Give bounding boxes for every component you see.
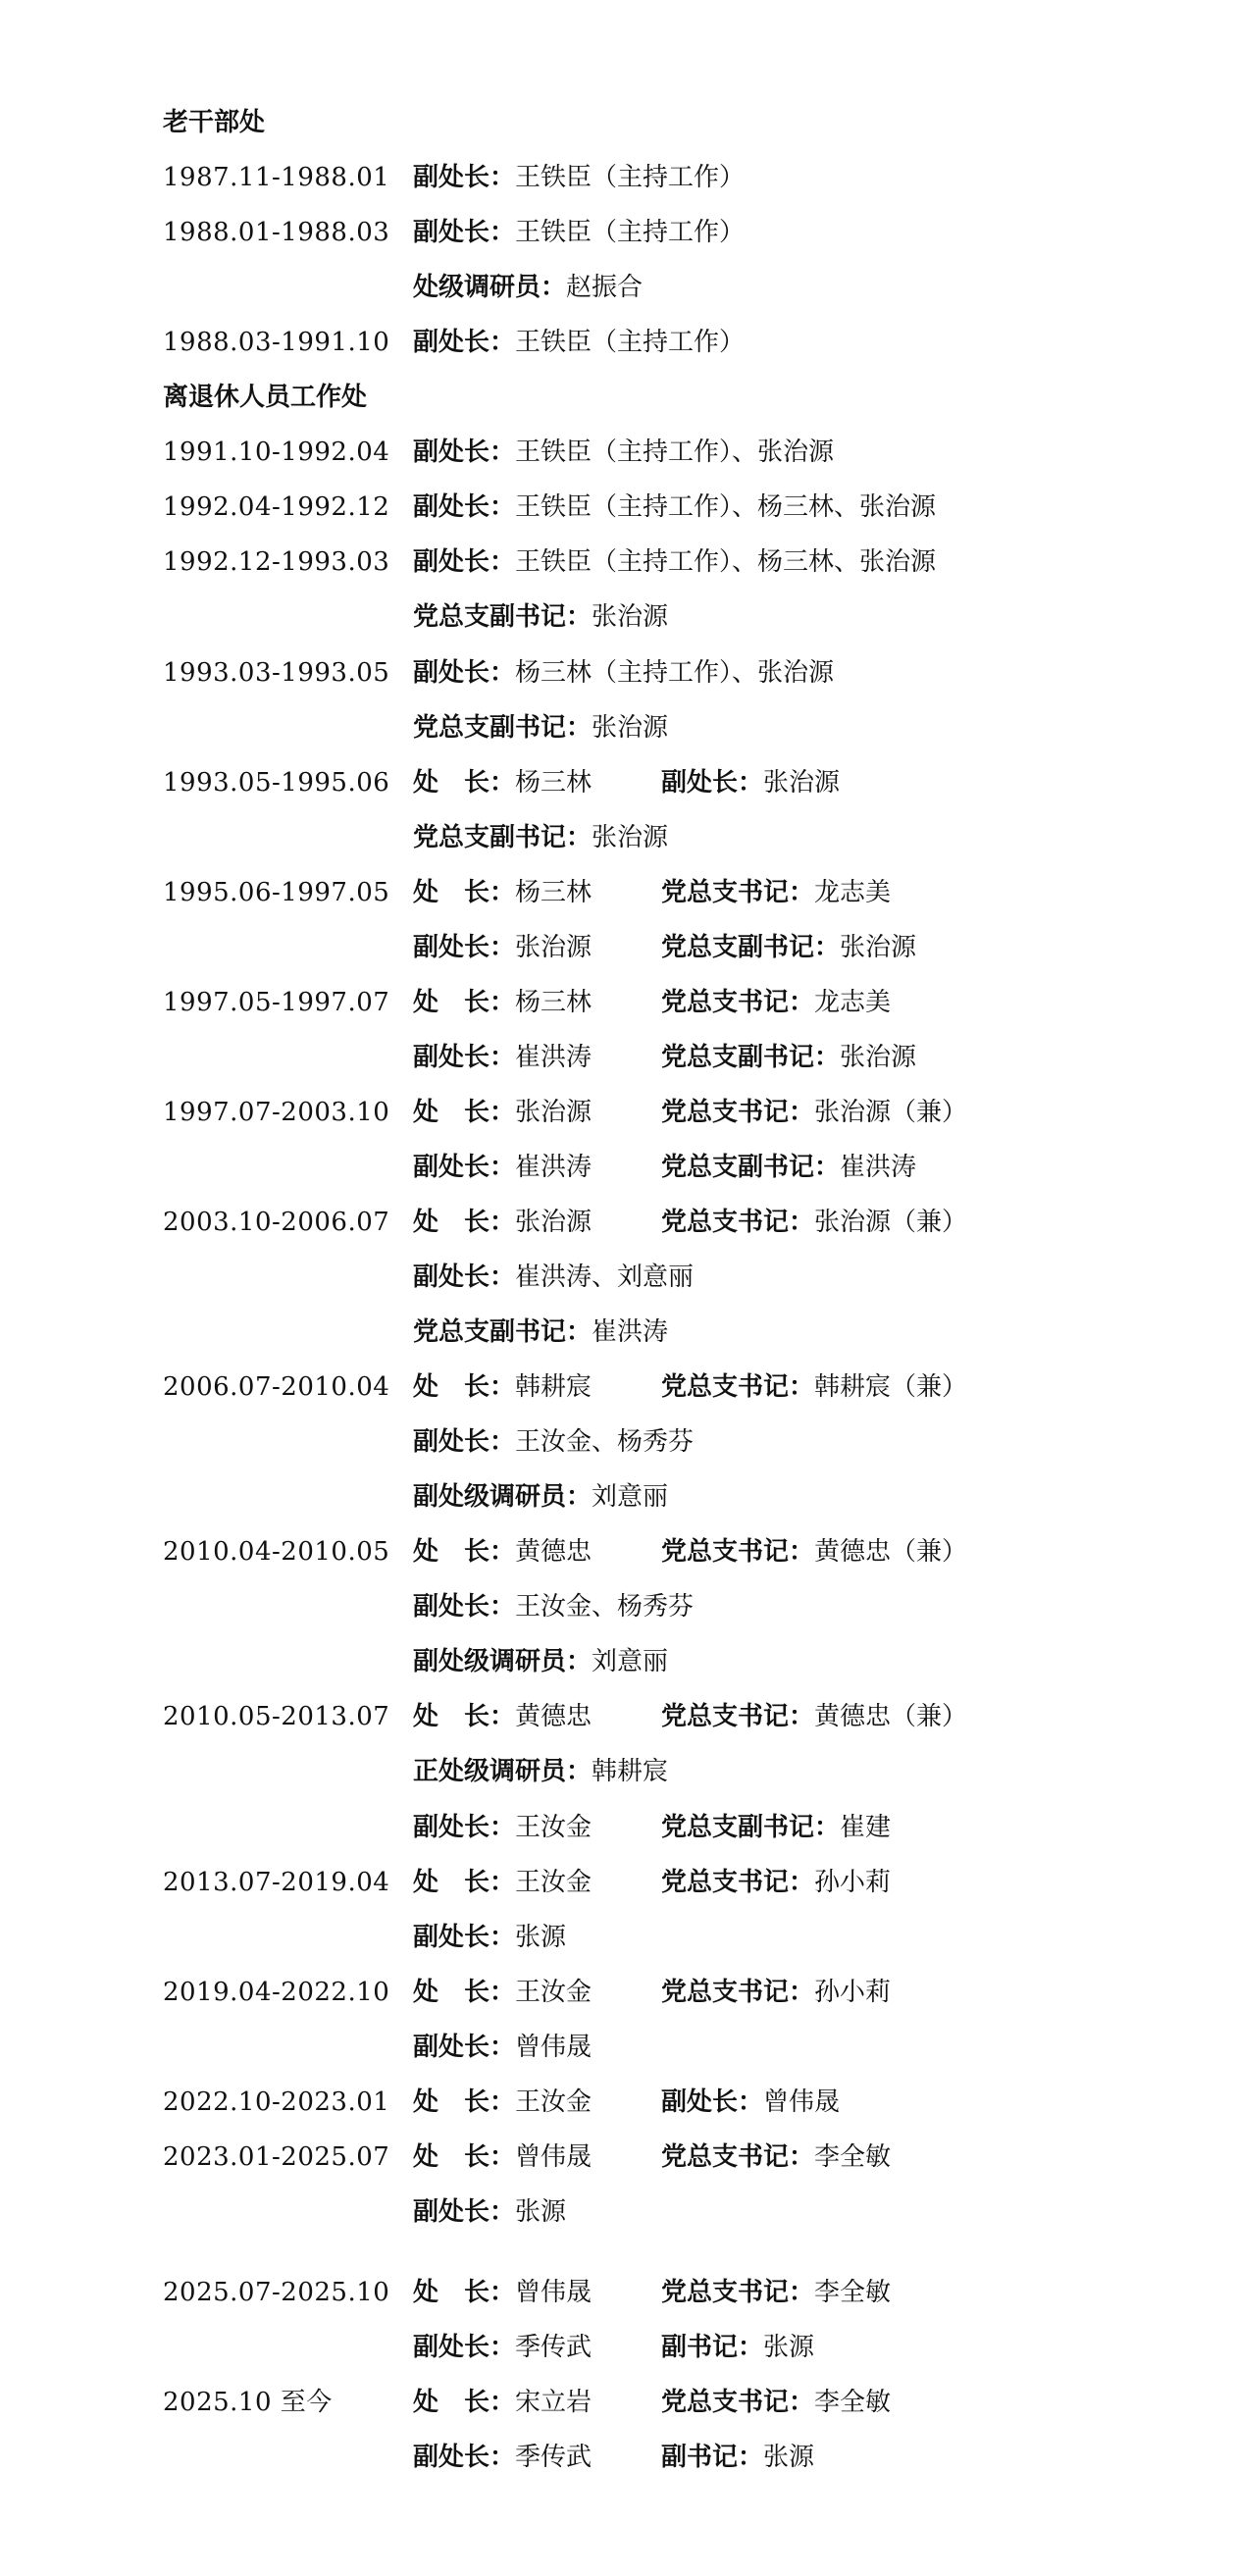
position-entry [413, 1642, 668, 1681]
entry-continuation-row [0, 1038, 1236, 1077]
person-name: 季传武 [515, 2333, 592, 2362]
entry-continuation-row [0, 2028, 1236, 2067]
position-entry [413, 433, 834, 472]
person-name: 崔洪涛 [515, 1153, 592, 1182]
person-name: 崔洪涛 [515, 1043, 592, 1072]
term-period: 2013.07-2019.04 [163, 1868, 390, 1897]
entry-row [0, 983, 1236, 1022]
person-name: 王铁臣（主持工作） [515, 218, 746, 247]
position-label: 党总支副书记： [661, 1043, 841, 1072]
person-name: 孙小莉 [814, 1868, 892, 1897]
position-label: 副处长： [413, 328, 516, 357]
position-entry [413, 268, 643, 307]
position-entry [661, 2273, 891, 2312]
position-entry [413, 763, 592, 802]
position-label: 党总支书记： [661, 878, 815, 907]
position-label: 处 长： [413, 1868, 516, 1897]
position-label: 副处长： [413, 1813, 516, 1842]
person-name: 赵振合 [566, 273, 644, 302]
person-name: 张源 [763, 2333, 815, 2362]
position-label: 副处长： [413, 1262, 516, 1292]
position-entry [661, 1203, 967, 1242]
position-entry [413, 1918, 566, 1957]
position-label: 党总支书记： [661, 1702, 815, 1731]
position-label: 正处级调研员： [413, 1757, 592, 1786]
position-entry [413, 1532, 592, 1571]
person-name: 王汝金 [515, 2087, 592, 2117]
position-label: 处 长： [413, 768, 516, 798]
position-label: 副处长： [413, 658, 516, 688]
position-label: 处 长： [413, 1978, 516, 2007]
person-name: 王铁臣（主持工作） [515, 163, 746, 192]
position-entry [413, 1808, 592, 1847]
entry-row [0, 1697, 1236, 1736]
person-name: 王铁臣（主持工作）、杨三林、张治源 [515, 547, 937, 577]
position-label: 处 长： [413, 878, 516, 907]
position-label: 副处长： [413, 218, 516, 247]
term-period: 1988.03-1991.10 [163, 328, 390, 357]
entry-continuation-row [0, 818, 1236, 857]
person-name: 张治源 [592, 602, 669, 632]
entry-row [0, 1973, 1236, 2012]
position-label: 处 长： [413, 1098, 516, 1127]
position-entry [661, 1038, 916, 1077]
person-name: 王汝金、杨秀芬 [515, 1427, 695, 1457]
position-entry [413, 488, 936, 527]
person-name: 王铁臣（主持工作）、杨三林、张治源 [515, 492, 937, 522]
position-label: 处 长： [413, 1537, 516, 1567]
person-name: 杨三林 [515, 878, 592, 907]
position-label: 副书记： [661, 2333, 764, 2362]
position-entry [413, 2438, 592, 2477]
entry-row [0, 213, 1236, 252]
term-period: 1993.03-1993.05 [163, 658, 390, 688]
position-entry [413, 818, 668, 857]
position-label: 处 长： [413, 2278, 516, 2307]
person-name: 王汝金 [515, 1813, 592, 1842]
position-label: 副处级调研员： [413, 1647, 592, 1676]
position-label: 党总支书记： [661, 988, 815, 1017]
person-name: 李全敏 [814, 2142, 892, 2172]
position-entry [413, 1587, 694, 1626]
person-name: 杨三林 [515, 988, 592, 1017]
entry-continuation-row [0, 1422, 1236, 1462]
term-period: 1993.05-1995.06 [163, 768, 390, 798]
position-entry [413, 323, 745, 362]
term-period: 2022.10-2023.01 [163, 2087, 390, 2117]
position-entry [413, 1203, 592, 1242]
position-label: 党总支副书记： [413, 713, 592, 743]
person-name: 张治源 [763, 768, 841, 798]
person-name: 韩耕宸（兼） [814, 1372, 968, 1402]
position-label: 处 长： [413, 2087, 516, 2117]
term-period: 2025.10 至今 [163, 2388, 333, 2417]
entry-row [0, 653, 1236, 693]
position-entry [413, 2273, 592, 2312]
position-entry [661, 2138, 891, 2177]
position-label: 党总支副书记： [413, 1317, 592, 1347]
position-label: 党总支书记： [661, 1372, 815, 1402]
position-entry [413, 1863, 592, 1902]
term-period: 2023.01-2025.07 [163, 2142, 390, 2172]
entry-continuation-row [0, 1477, 1236, 1517]
position-entry [413, 2192, 566, 2232]
position-label: 党总支副书记： [661, 1813, 841, 1842]
person-name: 王汝金 [515, 1868, 592, 1897]
person-name: 刘意丽 [592, 1647, 669, 1676]
entry-continuation-row [0, 1258, 1236, 1297]
person-name: 黄德忠（兼） [814, 1702, 968, 1731]
entry-row [0, 323, 1236, 362]
position-label: 副处长： [413, 438, 516, 467]
position-entry [413, 1093, 592, 1132]
position-label: 副处长： [661, 2087, 764, 2117]
position-entry [661, 1808, 891, 1847]
position-entry [413, 213, 745, 252]
person-name: 张治源 [840, 1043, 917, 1072]
person-name: 张源 [515, 2197, 567, 2227]
person-name: 孙小莉 [814, 1978, 892, 2007]
entry-continuation-row [0, 928, 1236, 967]
entry-continuation-row [0, 1148, 1236, 1187]
entry-continuation-row [0, 1808, 1236, 1847]
position-entry [413, 158, 745, 197]
entry-continuation-row [0, 2328, 1236, 2367]
position-entry [413, 2083, 592, 2122]
position-label: 副处长： [661, 768, 764, 798]
position-entry [661, 2438, 814, 2477]
position-label: 党总支书记： [661, 2388, 815, 2417]
position-label: 党总支书记： [661, 1208, 815, 1237]
entry-continuation-row [0, 708, 1236, 747]
entry-row [0, 1532, 1236, 1571]
person-name: 李全敏 [814, 2278, 892, 2307]
position-label: 党总支书记： [661, 1537, 815, 1567]
entry-continuation-row [0, 597, 1236, 637]
term-period: 1995.06-1997.05 [163, 878, 390, 907]
position-label: 党总支副书记： [413, 602, 592, 632]
position-label: 副处长： [413, 1043, 516, 1072]
entry-row [0, 2273, 1236, 2312]
position-label: 处 长： [413, 988, 516, 1017]
person-name: 张源 [763, 2443, 815, 2472]
position-label: 党总支书记： [661, 1098, 815, 1127]
position-entry [661, 983, 891, 1022]
person-name: 崔洪涛、刘意丽 [515, 1262, 695, 1292]
position-entry [661, 1148, 916, 1187]
position-entry [661, 1367, 967, 1407]
person-name: 曾伟晟 [763, 2087, 841, 2117]
person-name: 张治源 [592, 713, 669, 743]
position-entry [661, 873, 891, 912]
position-label: 副处长： [413, 547, 516, 577]
position-label: 党总支书记： [661, 2278, 815, 2307]
position-entry [661, 1093, 967, 1132]
position-entry [661, 1532, 967, 1571]
position-label: 党总支副书记： [661, 1153, 841, 1182]
entry-continuation-row [0, 1918, 1236, 1957]
position-entry [413, 1258, 694, 1297]
position-entry [661, 1697, 967, 1736]
position-entry [413, 542, 936, 582]
position-entry [413, 2028, 592, 2067]
entry-row [0, 158, 1236, 197]
position-label: 党总支书记： [661, 1978, 815, 2007]
term-period: 2019.04-2022.10 [163, 1978, 390, 2007]
term-period: 1997.05-1997.07 [163, 988, 390, 1017]
person-name: 杨三林（主持工作）、张治源 [515, 658, 835, 688]
term-period: 1988.01-1988.03 [163, 218, 390, 247]
person-name: 李全敏 [814, 2388, 892, 2417]
position-entry [413, 983, 592, 1022]
position-label: 党总支副书记： [413, 823, 592, 852]
entry-continuation-row [0, 1642, 1236, 1681]
person-name: 张治源 [515, 933, 592, 962]
position-entry [413, 2138, 592, 2177]
person-name: 张治源 [592, 823, 669, 852]
position-entry [413, 708, 668, 747]
term-period: 2025.07-2025.10 [163, 2278, 390, 2307]
entry-row [0, 2383, 1236, 2422]
position-entry [413, 597, 668, 637]
person-name: 王汝金 [515, 1978, 592, 2007]
position-label: 处 长： [413, 2388, 516, 2417]
position-label: 处 长： [413, 1702, 516, 1731]
section-title: 离退休人员工作处 [163, 383, 368, 412]
person-name: 宋立岩 [515, 2388, 592, 2417]
position-entry [413, 1038, 592, 1077]
position-label: 处 长： [413, 1372, 516, 1402]
position-entry [413, 1422, 694, 1462]
position-label: 副处长： [413, 1923, 516, 1952]
entry-continuation-row [0, 2192, 1236, 2232]
person-name: 黄德忠 [515, 1537, 592, 1567]
position-entry [661, 2328, 814, 2367]
term-period: 1991.10-1992.04 [163, 438, 390, 467]
person-name: 王铁臣（主持工作） [515, 328, 746, 357]
position-entry [413, 1973, 592, 2012]
position-entry [661, 763, 840, 802]
term-period: 2010.04-2010.05 [163, 1537, 390, 1567]
person-name: 张源 [515, 1923, 567, 1952]
person-name: 韩耕宸 [515, 1372, 592, 1402]
position-entry [413, 1697, 592, 1736]
person-name: 韩耕宸 [592, 1757, 669, 1786]
position-entry [413, 873, 592, 912]
position-entry [661, 2383, 891, 2422]
entry-continuation-row [0, 268, 1236, 307]
position-entry [413, 1752, 668, 1791]
person-name: 崔洪涛 [592, 1317, 669, 1347]
position-label: 处级调研员： [413, 273, 567, 302]
position-entry [413, 1313, 668, 1352]
position-entry [413, 2328, 592, 2367]
position-entry [413, 2383, 592, 2422]
position-label: 副书记： [661, 2443, 764, 2472]
entry-row [0, 1093, 1236, 1132]
entry-row [0, 2138, 1236, 2177]
entry-row [0, 488, 1236, 527]
term-period: 1992.04-1992.12 [163, 492, 390, 522]
position-label: 副处长： [413, 1427, 516, 1457]
position-label: 党总支书记： [661, 2142, 815, 2172]
person-name: 黄德忠（兼） [814, 1537, 968, 1567]
entry-row [0, 1367, 1236, 1407]
position-label: 副处长： [413, 2333, 516, 2362]
entry-continuation-row [0, 2438, 1236, 2477]
entry-row [0, 2083, 1236, 2122]
term-period: 2003.10-2006.07 [163, 1208, 390, 1237]
position-entry [413, 1148, 592, 1187]
person-name: 张治源 [515, 1098, 592, 1127]
position-label: 副处长： [413, 933, 516, 962]
entry-row [0, 873, 1236, 912]
person-name: 张治源 [515, 1208, 592, 1237]
entry-row [0, 1863, 1236, 1902]
person-name: 张治源（兼） [814, 1098, 968, 1127]
position-label: 处 长： [413, 1208, 516, 1237]
position-entry [413, 928, 592, 967]
person-name: 张治源 [840, 933, 917, 962]
position-label: 处 长： [413, 2142, 516, 2172]
person-name: 张治源（兼） [814, 1208, 968, 1237]
position-entry [413, 653, 834, 693]
position-label: 副处长： [413, 1153, 516, 1182]
position-label: 副处长： [413, 1592, 516, 1622]
entry-row [0, 433, 1236, 472]
position-entry [661, 1863, 891, 1902]
person-name: 龙志美 [814, 878, 892, 907]
position-entry [413, 1477, 668, 1517]
entry-continuation-row [0, 1587, 1236, 1626]
position-label: 副处长： [413, 2197, 516, 2227]
entry-row [0, 542, 1236, 582]
person-name: 曾伟晟 [515, 2278, 592, 2307]
person-name: 刘意丽 [592, 1482, 669, 1512]
position-entry [661, 1973, 891, 2012]
person-name: 崔建 [840, 1813, 892, 1842]
position-label: 党总支副书记： [661, 933, 841, 962]
person-name: 龙志美 [814, 988, 892, 1017]
position-label: 副处长： [413, 2443, 516, 2472]
entry-continuation-row [0, 1752, 1236, 1791]
person-name: 杨三林 [515, 768, 592, 798]
position-label: 副处级调研员： [413, 1482, 592, 1512]
person-name: 王铁臣（主持工作）、张治源 [515, 438, 835, 467]
position-entry [661, 928, 916, 967]
term-period: 2006.07-2010.04 [163, 1372, 390, 1402]
person-name: 黄德忠 [515, 1702, 592, 1731]
entry-row [0, 1203, 1236, 1242]
person-name: 王汝金、杨秀芬 [515, 1592, 695, 1622]
position-entry [413, 1367, 592, 1407]
section-title: 老干部处 [163, 108, 266, 137]
position-label: 副处长： [413, 163, 516, 192]
position-label: 副处长： [413, 492, 516, 522]
term-period: 1987.11-1988.01 [163, 163, 390, 192]
term-period: 2010.05-2013.07 [163, 1702, 390, 1731]
person-name: 季传武 [515, 2443, 592, 2472]
person-name: 曾伟晟 [515, 2033, 592, 2062]
position-label: 党总支书记： [661, 1868, 815, 1897]
position-entry [661, 2083, 840, 2122]
term-period: 1992.12-1993.03 [163, 547, 390, 577]
entry-continuation-row [0, 1313, 1236, 1352]
position-label: 副处长： [413, 2033, 516, 2062]
person-name: 崔洪涛 [840, 1153, 917, 1182]
person-name: 曾伟晟 [515, 2142, 592, 2172]
entry-row [0, 763, 1236, 802]
term-period: 1997.07-2003.10 [163, 1098, 390, 1127]
